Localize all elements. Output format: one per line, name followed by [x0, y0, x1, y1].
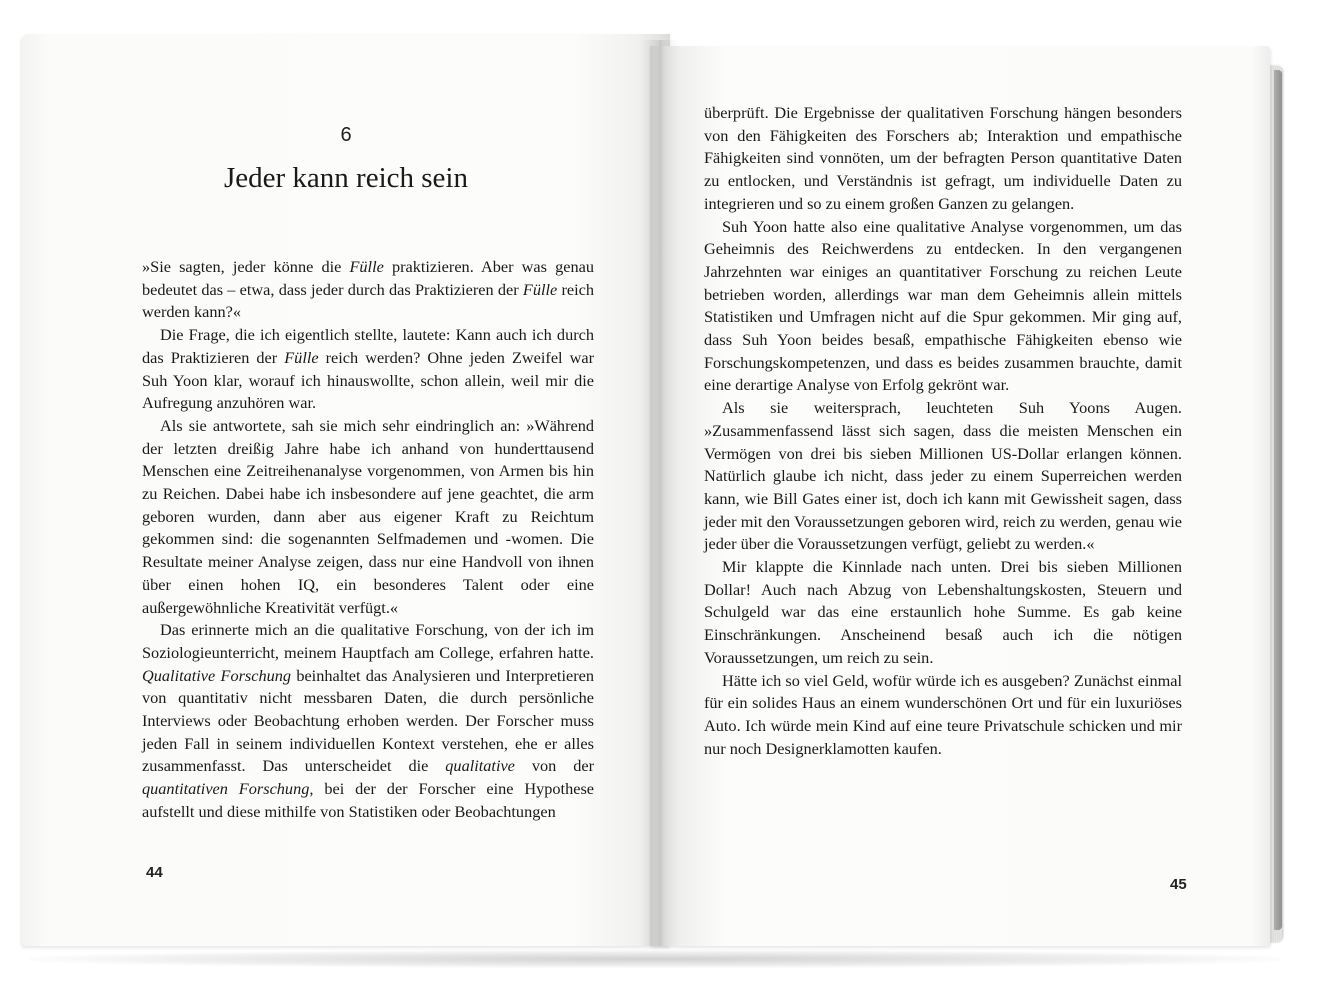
book-shadow [30, 950, 1280, 968]
text-run: Die Frage, die ich eigentlich stellte, lautete: Kann auch ich durch das Praktizieren der [142, 325, 594, 367]
page-number-right: 45 [1170, 876, 1187, 893]
text-run: Das erinnerte mich an die qualitative Forschung, von der ich im Soziologieunterricht, meinem Hauptfach am College, erfahren hatte. [142, 620, 594, 662]
text-run: Hätte ich so viel Geld, wofür würde ich es ausgeben? Zunächst einmal für ein solides Haus an einem wunderschönen Ort und für ein luxuriöses Auto. Ich würde mein Kind auf eine teure Privatschule schicken und mir nur noch Designerklamotten kaufen. [704, 670, 1182, 758]
text-run: Als sie antwortete, sah sie mich sehr eindringlich an: »Während der letzten dreißig Jahre habe ich anhand von hunderttausend Menschen eine Zeitreihenanalyse vorgenommen, von Armen bis hin zu Reichen. Dabei habe ich insbesondere auf jene geachtet, die arm geboren wurden, dann aber aus eigener Kraft zu Reichtum gekommen sind: die sogenannten Selfmademen und -women. Die Resultate meiner Analyse zeigen, dass nur eine Handvoll von ihnen über einen hohen IQ, ein besonderes Talent oder eine außergewöhnliche Kreativität verfügt.« [142, 415, 594, 617]
text-run: bei der der Forscher eine Hypothese aufstellt und diese mithilfe von Statistiken oder Beobachtungen [142, 779, 595, 821]
page-number-left: 44 [146, 864, 163, 881]
italic-term: Fülle [284, 347, 319, 367]
cover-edge [1274, 70, 1282, 930]
right-page [650, 46, 1270, 946]
text-run: Suh Yoon hatte also eine qualitative Analyse vorgenommen, um das Geheimnis des Reichwerdens zu entdecken. In den vergangenen Jahrzehnten war einiges an quantitativer Forschung zu reichen Leute betrieben worden, allerdings war man dem Geheimnis allein mittels Statistiken und Umfragen nicht auf die Spur gekommen. Mir ging auf, dass Suh Yoon beides besaß, empathische Fähigkeiten ebenso wie Forschungskompetenzen, und dass es beides zusammen brauchte, damit eine derartige Analyse von Erfolg gekrönt war. [704, 216, 1182, 395]
text-run: Mir klappte die Kinnlade nach unten. Drei bis sieben Millionen Dollar! Auch nach Abzug von Lebenshaltungskosten, Steuern und Schulgeld war das eine erstaunlich hohe Summe. Es gab keine Einschränkungen. Anscheinend besaß auch ich die nötigen Voraussetzungen, um reich zu sein. [704, 557, 1182, 667]
paragraph [142, 256, 594, 324]
left-page [22, 34, 670, 946]
italic-term: quantitativen Forschung, [142, 779, 314, 799]
paragraph [142, 324, 594, 415]
text-run: praktizieren. Aber was genau bedeutet das – etwa, dass jeder durch das Praktizieren der [142, 257, 594, 299]
paragraph [704, 670, 1182, 761]
text-run: überprüft. Die Ergebnisse der qualitativen Forschung hängen besonders von den Fähigkeiten des Forschers ab; Interaktion und empathische Fähigkeiten sind vonnöten, um der befragten Person quantitative Daten zu entlocken, und Verständnis ist gefragt, um individuelle Daten zu integrieren und so zu einem großen Ganzen zu gelangen. [704, 103, 1182, 213]
text-run: von der [514, 756, 594, 776]
left-page-body [142, 256, 594, 824]
italic-term: Fülle [522, 279, 558, 299]
italic-term: qualitative [445, 756, 515, 776]
text-run: beinhaltet das Analysieren und Interpretieren von quantitativ nicht messbaren Daten, die durch persönliche Interviews oder Beobachtung erhoben werden. Der Forscher muss jeden Fall in seinem individuellen Kontext verstehen, ehe er alles zusammenfasst. Das unterscheidet die [142, 665, 594, 776]
text-run: »Sie sagten, jeder könne die [142, 257, 350, 276]
italic-term: Qualitative Forschung [142, 665, 292, 685]
paragraph [704, 102, 1182, 216]
paragraph [704, 397, 1182, 556]
paragraph [704, 556, 1182, 670]
paragraph [704, 216, 1182, 398]
chapter-number: 6 [340, 124, 352, 146]
paragraph [142, 619, 594, 823]
right-page-body [704, 102, 1182, 760]
paragraph [142, 415, 594, 619]
text-run: Als sie weitersprach, leuchteten Suh Yoons Augen. »Zusammenfassend lässt sich sagen, dass die meisten Menschen ein Vermögen von drei bis sieben Millionen US-Dollar erlangen können. Natürlich glaube ich nicht, dass jeder zu einem Superreichen werden kann, wie Bill Gates einer ist, doch ich kann mit Gewissheit sagen, dass jeder mit den Voraussetzungen geboren wird, reich zu werden, genau wie jeder über die Voraussetzungen verfügt, geliebt zu werden.« [704, 398, 1182, 554]
chapter-title: Jeder kann reich sein [224, 162, 468, 194]
text-run: reich werden kann?« [142, 279, 595, 322]
text-run: reich werden? Ohne jeden Zweifel war Suh Yoon klar, worauf ich hinauswollte, schon allein, weil mir die Aufregung anzuhören war. [142, 347, 594, 413]
italic-term: Fülle [349, 257, 384, 276]
